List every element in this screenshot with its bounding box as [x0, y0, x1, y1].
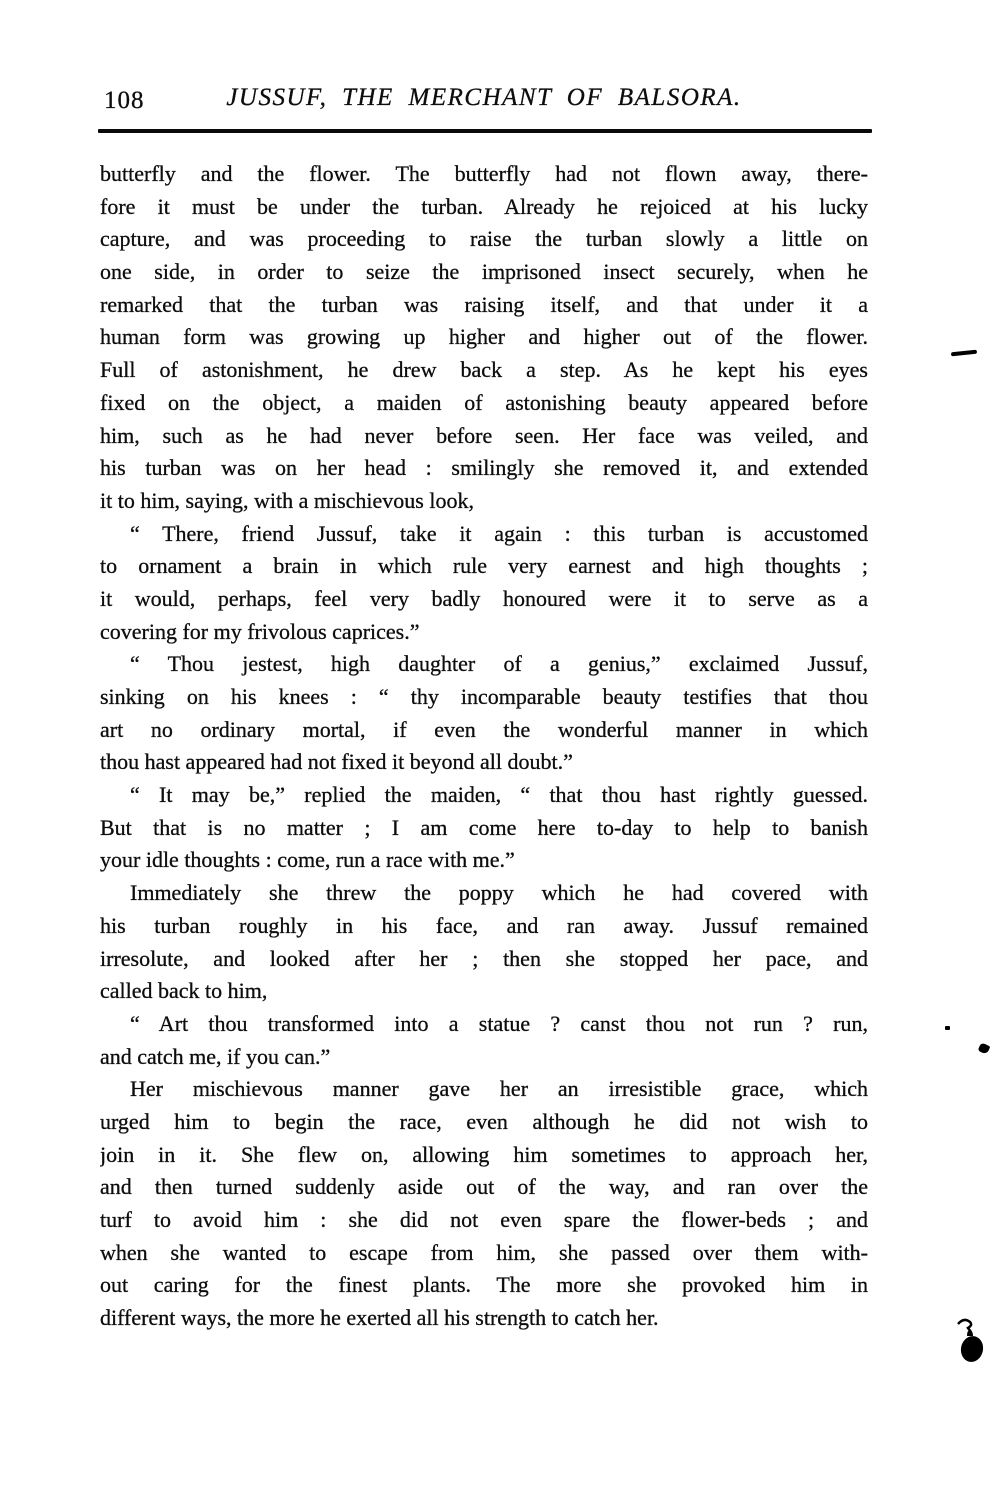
text-line: urged him to begin the race, even although he did not wish to	[100, 1108, 868, 1134]
text-line: Her mischievous manner gave her an irresistible grace, which	[130, 1076, 868, 1102]
text-line: called back to him,	[100, 978, 268, 1004]
ink-blot	[948, 1316, 992, 1368]
text-line: him, such as he had never before seen. Her face was veiled, and	[100, 422, 868, 448]
running-title: JUSSUF, THE MERCHANT OF BALSORA.	[226, 84, 742, 111]
text-line: “ There, friend Jussuf, take it again : this turban is accustomed	[130, 520, 868, 546]
scan-speck-small	[945, 1026, 950, 1030]
text-line: “ Thou jestest, high daughter of a genius,” exclaimed Jussuf,	[130, 651, 868, 677]
text-line: thou hast appeared had not fixed it beyond all doubt.”	[100, 749, 573, 775]
page-header	[100, 84, 868, 124]
text-line: out caring for the finest plants. The more she provoked him in	[100, 1272, 868, 1298]
text-line: sinking on his knees : “ thy incomparable beauty testifies that thou	[100, 684, 868, 709]
text-line: his turban was on her head : smilingly she removed it, and extended	[100, 455, 868, 481]
text-line: human form was growing up higher and higher out of the flower.	[100, 324, 868, 350]
scan-dash-mark	[951, 350, 977, 357]
text-line: covering for my frivolous caprices.”	[100, 618, 420, 644]
text-line: irresolute, and looked after her ; then she stopped her pace, and	[100, 945, 868, 971]
text-line: fore it must be under the turban. Already he rejoiced at his lucky	[100, 193, 868, 219]
text-line: join in it. She flew on, allowing him sometimes to approach her,	[100, 1141, 868, 1167]
text-line: butterfly and the flower. The butterfly had not flown away, there-	[100, 161, 868, 186]
text-line: fixed on the object, a maiden of astonishing beauty appeared before	[100, 389, 868, 415]
text-line: your idle thoughts : come, run a race with me.”	[100, 847, 515, 873]
text-line: when she wanted to escape from him, she passed over them with-	[100, 1239, 868, 1265]
header-rule	[98, 129, 872, 133]
text-line: “ Art thou transformed into a statue ? canst thou not run ? run,	[130, 1010, 868, 1036]
text-line: remarked that the turban was raising itself, and that under it a	[100, 291, 868, 317]
text-line: capture, and was proceeding to raise the turban slowly a little on	[100, 226, 868, 252]
scan-speck-large	[978, 1042, 991, 1054]
text-line: Immediately she threw the poppy which he had covered with	[130, 880, 868, 906]
text-line: it to him, saying, with a mischievous look,	[100, 487, 474, 513]
text-line: Full of astonishment, he drew back a step. As he kept his eyes	[100, 357, 868, 383]
text-line: and then turned suddenly aside out of the way, and ran over the	[100, 1174, 868, 1200]
body-text	[100, 158, 868, 1335]
ink-blot-body	[959, 1334, 986, 1364]
text-line: “ It may be,” replied the maiden, “ that thou hast rightly guessed.	[130, 782, 868, 808]
text-line: to ornament a brain in which rule very earnest and high thoughts ;	[100, 553, 868, 579]
text-line: But that is no matter ; I am come here to-day to help to banish	[100, 814, 868, 840]
text-line: and catch me, if you can.”	[100, 1043, 331, 1069]
text-line: different ways, the more he exerted all his strength to catch her.	[100, 1305, 659, 1331]
ink-blot-neck	[967, 1330, 973, 1336]
text-line: art no ordinary mortal, if even the wonderful manner in which	[100, 716, 868, 742]
text-line: his turban roughly in his face, and ran away. Jussuf remained	[100, 912, 868, 938]
text-line: one side, in order to seize the imprisoned insect securely, when he	[100, 259, 868, 285]
page-number: 108	[104, 87, 145, 114]
text-line: it would, perhaps, feel very badly honoured were it to serve as a	[100, 585, 868, 611]
text-line: turf to avoid him : she did not even spare the flower-beds ; and	[100, 1207, 868, 1232]
